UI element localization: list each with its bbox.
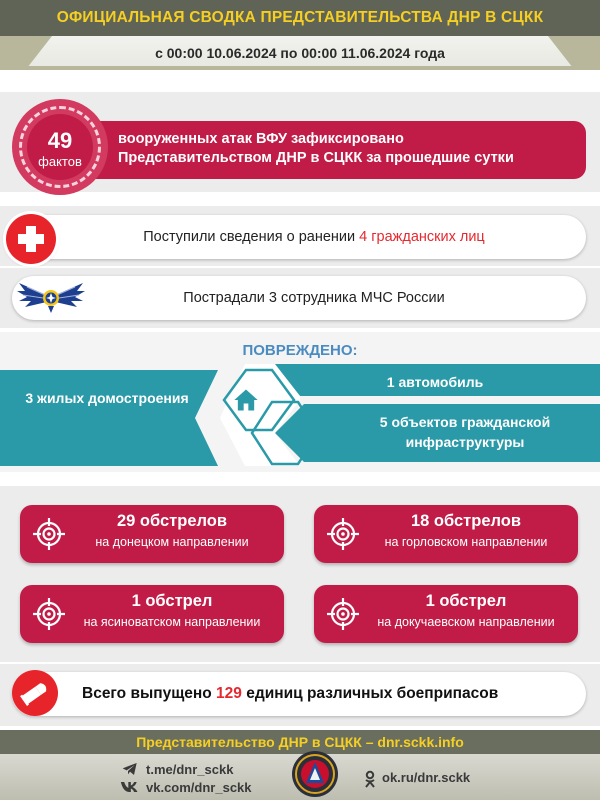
medical-cross-icon <box>6 214 56 264</box>
damaged-infra-line2: инфраструктуры <box>405 434 525 450</box>
emergency-pill <box>12 276 586 320</box>
target-icon <box>326 517 360 551</box>
shelling-count: 1 обстрел <box>131 592 213 610</box>
shelling-card-dokuchaevsk <box>314 585 578 643</box>
damaged-vehicles: 1 автомобиль <box>386 374 484 390</box>
shelling-direction: на горловском направлении <box>384 535 548 549</box>
shelling-direction: на донецком направлении <box>95 535 249 549</box>
telegram-link[interactable]: t.me/dnr_sckk <box>146 762 234 777</box>
house-icon <box>232 386 260 414</box>
total-suffix: единиц различных боеприпасов <box>241 685 499 702</box>
total-ammo-pill <box>12 672 586 716</box>
ammo-icon <box>12 670 58 716</box>
target-icon <box>32 597 66 631</box>
total-prefix: Всего выпущено <box>82 685 217 702</box>
vk-link[interactable]: vk.com/dnr_sckk <box>146 780 252 795</box>
mchs-emblem-icon <box>15 277 87 317</box>
attacks-count: 49 <box>47 128 73 153</box>
page-title: ОФИЦИАЛЬНАЯ СВОДКА ПРЕДСТАВИТЕЛЬСТВА ДНР В СЦКК <box>0 0 600 36</box>
shelling-direction: на ясиноватском направлении <box>83 615 261 629</box>
shelling-card-donetsk <box>20 505 284 563</box>
damaged-infrastructure <box>340 412 590 452</box>
emergency-text: Пострадали 3 сотрудника МЧС России <box>183 290 445 306</box>
report-period: с 00:00 10.06.2024 по 00:00 11.06.2024 года <box>0 36 600 70</box>
target-icon <box>326 597 360 631</box>
attacks-unit: фактов <box>38 154 82 169</box>
telegram-icon[interactable] <box>122 762 138 776</box>
total-ammo-count: 129 <box>216 685 242 702</box>
shelling-count: 29 обстрелов <box>117 512 227 530</box>
injured-count: 4 гражданских лиц <box>359 229 485 245</box>
attacks-text-line1: вооруженных атак ВФУ зафиксировано <box>118 131 404 147</box>
attacks-banner <box>66 121 586 179</box>
gear-icon <box>284 420 310 446</box>
attacks-text-line2: Представительством ДНР в СЦКК за прошедшие сутки <box>118 150 514 166</box>
damaged-infra-line1: 5 объектов гражданской <box>379 414 551 430</box>
injured-text <box>113 215 485 259</box>
injured-pill <box>12 215 586 259</box>
shelling-count: 18 обстрелов <box>411 512 521 530</box>
odnoklassniki-icon[interactable] <box>364 770 376 788</box>
shelling-count: 1 обстрел <box>425 592 507 610</box>
shelling-card-gorlovka <box>314 505 578 563</box>
damaged-title: ПОВРЕЖДЕНО: <box>242 342 358 359</box>
shelling-direction: на докучаевском направлении <box>377 615 555 629</box>
vk-icon[interactable] <box>120 781 140 793</box>
injured-prefix: Поступили сведения о ранении <box>143 229 360 245</box>
jccc-logo-icon <box>291 750 339 798</box>
ok-link[interactable]: ok.ru/dnr.sckk <box>382 770 471 785</box>
shelling-card-yasinovataya <box>20 585 284 643</box>
target-icon <box>32 517 66 551</box>
footer-title: Представительство ДНР в СЦКК – dnr.sckk.info <box>0 730 600 754</box>
damaged-residential: 3 жилых домостроения <box>25 390 189 406</box>
